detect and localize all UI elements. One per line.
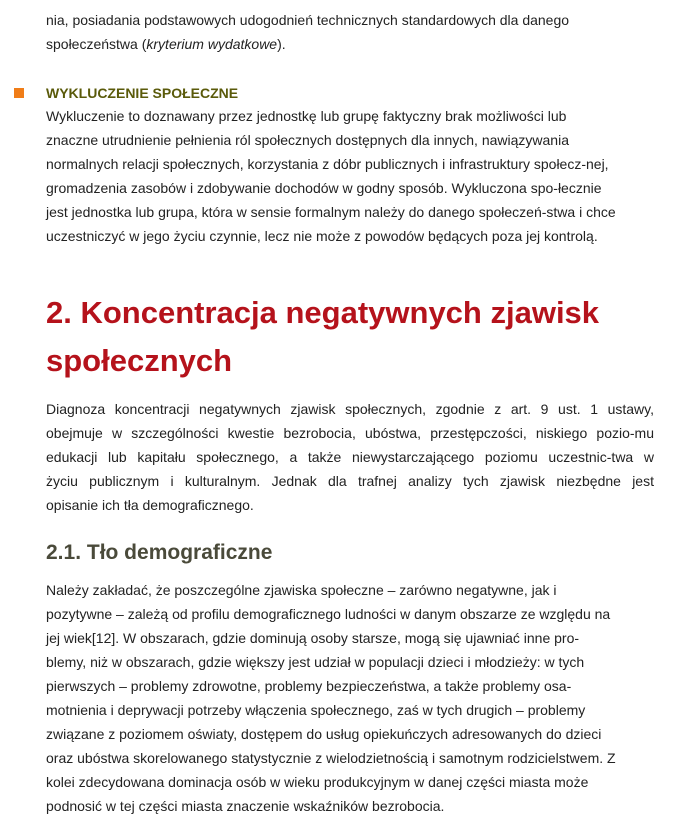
- paragraph-line: znaczne utrudnienie pełnienia ról społecznych dostępnych dla innych, nawiązywania: [46, 132, 569, 148]
- intro-paragraph: [46, 8, 654, 56]
- exclusion-paragraph: [46, 104, 654, 248]
- paragraph-line: pierwszych – problemy zdrowotne, problemy bezpieczeństwa, a także problemy osa-: [46, 678, 572, 694]
- paragraph-line: kolei zdecydowana dominacja osób w wieku produkcyjnym w danej części miasta może: [46, 774, 589, 790]
- exclusion-heading: WYKLUCZENIE SPOŁECZNE: [46, 85, 239, 101]
- paragraph-line: blemy, niż w obszarach, gdzie większy jest udział w populacji dzieci i młodzieży: w tych: [46, 654, 585, 670]
- paragraph-line: życiu publicznym i kulturalnym. Jednak dla trafnej analizy tych zjawisk niezbędne jest: [46, 473, 654, 489]
- paragraph-line: pozytywne – zależą od profilu demograficznego ludności w danym obszarze ze względu na: [46, 606, 611, 622]
- italic-term: kryterium wydatkowe: [146, 36, 278, 52]
- paragraph-line: opisanie ich tła demograficznego.: [46, 497, 254, 513]
- section-2-paragraph: [46, 397, 654, 517]
- paragraph-line: edukacji lub kapitału społecznego, a także niewystarczającego poziomu uczestnic-twa w: [46, 449, 654, 465]
- title-line: 2. Koncentracja negatywnych zjawisk: [46, 295, 600, 330]
- paragraph-line: obejmuje w szczególności kwestie bezrobocia, ubóstwa, przestępczości, niskiego pozio-mu: [46, 425, 654, 441]
- text-run: ).: [277, 36, 286, 52]
- title-line: społecznych: [46, 343, 233, 378]
- paragraph-line: normalnych relacji społecznych, korzystania z dóbr publicznych i infrastruktury społecz-nej,: [46, 156, 609, 172]
- paragraph-line: Wykluczenie to doznawany przez jednostkę lub grupę faktyczny brak możliwości lub: [46, 108, 567, 124]
- paragraph-line: [46, 32, 654, 56]
- section-2-title: [46, 289, 599, 385]
- text-run: społeczeństwa (: [46, 36, 147, 52]
- square-bullet-icon: [14, 88, 24, 98]
- section-2-1-title: 2.1. Tło demograficzne: [46, 541, 273, 564]
- paragraph-line: związane z poziomem oświaty, dostępem do usług opiekuńczych adresowanych do dzieci: [46, 726, 602, 742]
- paragraph-line: jej wiek[12]. W obszarach, gdzie dominują osoby starsze, mogą się ujawniać inne pro-: [46, 630, 580, 646]
- paragraph-line: uczestniczyć w jego życiu czynnie, lecz nie może z powodów będących poza jej kontrolą.: [46, 228, 598, 244]
- paragraph-line: gromadzenia zasobów i zdobywanie dochodów w godny sposób. Wykluczona spo-łecznie: [46, 180, 602, 196]
- paragraph-line: nia, posiadania podstawowych udogodnień technicznych standardowych dla danego: [46, 12, 570, 28]
- paragraph-line: Diagnoza koncentracji negatywnych zjawisk społecznych, zgodnie z art. 9 ust. 1 ustawy,: [46, 401, 654, 417]
- paragraph-line: Należy zakładać, że poszczególne zjawiska społeczne – zarówno negatywne, jak i: [46, 582, 557, 598]
- paragraph-line: motnienia i deprywacji potrzeby włączenia społecznego, zaś w tych drugich – problemy: [46, 702, 586, 718]
- paragraph-line: jest jednostka lub grupa, która w sensie formalnym należy do danego społeczeń-stwa i chce: [46, 204, 616, 220]
- paragraph-line: podnosić w tej części miasta znaczenie wskaźników bezrobocia.: [46, 798, 445, 814]
- section-2-1-paragraph: [46, 578, 654, 818]
- paragraph-line: oraz ubóstwa skorelowanego statystycznie z wielodzietnością i samotnym rodzicielstwem. Z: [46, 750, 616, 766]
